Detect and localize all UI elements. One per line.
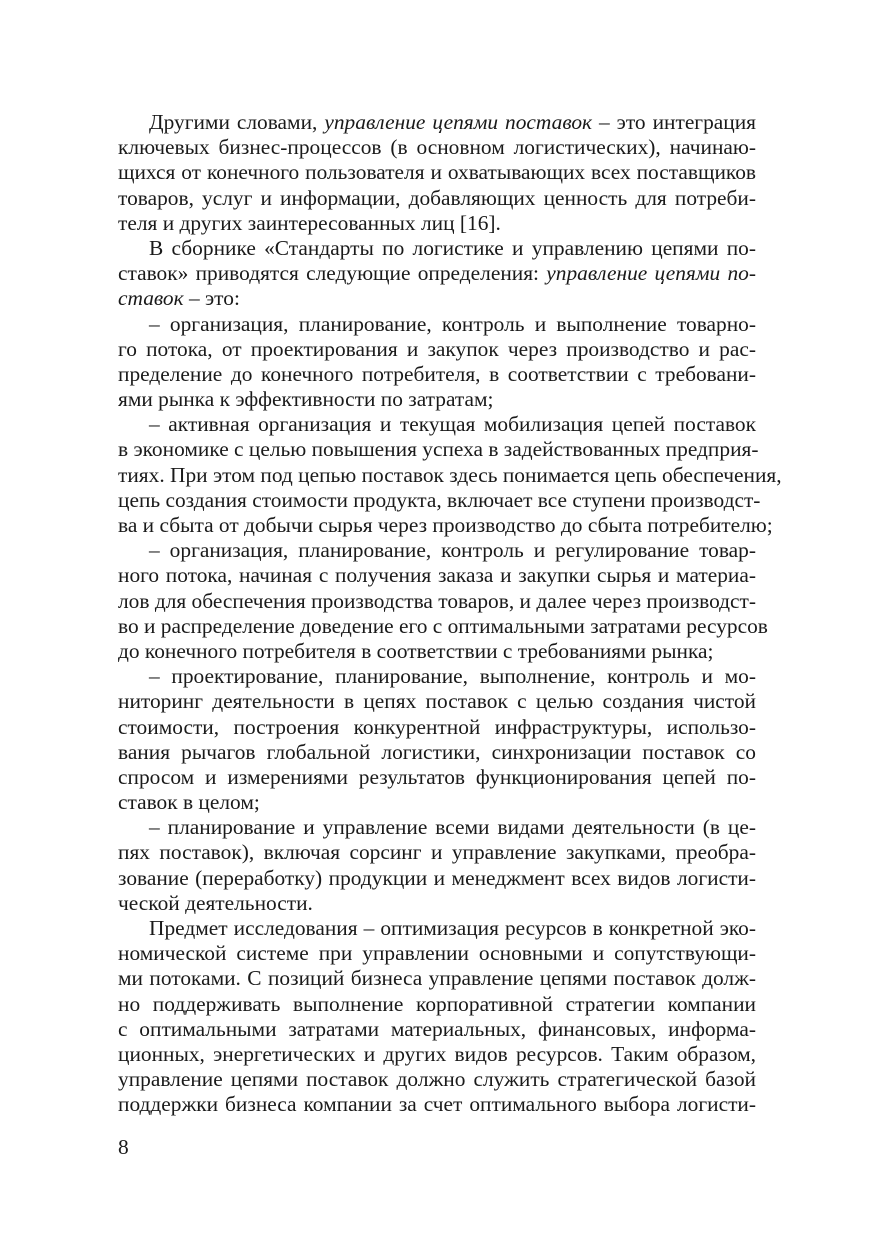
text-line xyxy=(118,286,756,311)
italic-term: управление цепями поставок xyxy=(324,110,593,134)
text-run: ями рынка к эффективности по затратам; xyxy=(118,387,494,412)
text-line xyxy=(118,362,756,387)
text-line xyxy=(118,966,756,991)
text-line xyxy=(118,312,756,337)
text-run: с оптимальными затратами материальных, финансовых, информа- xyxy=(118,1016,756,1041)
text-run: ва и сбыта от добычи сырья через производство до сбыта потребителю; xyxy=(118,513,773,537)
text-run: – это: xyxy=(183,286,240,311)
text-run: ставок» приводятся следующие определения: xyxy=(118,261,547,286)
text-run: – это интеграция xyxy=(592,110,757,134)
text-run: – организация, планирование, контроль и регулирование товар- xyxy=(149,538,756,563)
text-run: – проектирование, планирование, выполнение, контроль и мо- xyxy=(149,664,756,689)
text-run: Другими словами, xyxy=(149,110,325,134)
text-run: управление цепями поставок должно служить стратегической базой xyxy=(118,1067,756,1092)
text-run: ного потока, начиная с получения заказа и закупки сырья и материа- xyxy=(118,563,756,588)
italic-term: управление цепями по- xyxy=(546,261,756,286)
text-run: номической системе при управлении основными и сопутствующи- xyxy=(118,941,756,966)
text-run: тиях. При этом под цепью поставок здесь понимается цепь обеспечения, xyxy=(118,462,782,487)
text-run: во и распределение доведение его с оптимальными затратами ресурсов xyxy=(118,613,768,638)
text-run: вания рычагов глобальной логистики, синхронизации поставок со xyxy=(118,739,756,764)
text-run: ческой деятельности. xyxy=(118,890,313,915)
text-line xyxy=(118,664,756,689)
paragraph xyxy=(118,664,756,815)
text-run: но поддерживать выполнение корпоративной стратегии компании xyxy=(118,991,756,1016)
text-run: цепь создания стоимости продукта, включает все ступени производст- xyxy=(118,487,761,512)
text-line xyxy=(118,513,773,538)
text-line xyxy=(118,916,756,941)
text-line xyxy=(118,613,768,639)
paragraph xyxy=(118,236,756,312)
text-line xyxy=(118,1017,756,1042)
text-line xyxy=(118,186,756,211)
paragraph xyxy=(118,815,756,916)
text-line xyxy=(118,387,756,412)
text-run: лов для обеспечения производства товаров, и далее через производст- xyxy=(118,588,757,613)
text-run: ми потоками. С позиций бизнеса управление цепями поставок долж- xyxy=(118,966,756,991)
text-line xyxy=(118,110,756,135)
text-run: щихся от конечного пользователя и охватывающих всех поставщиков xyxy=(118,160,756,185)
text-line xyxy=(118,1092,756,1117)
paragraph xyxy=(118,538,768,664)
text-line xyxy=(118,135,756,160)
text-run: – организация, планирование, контроль и выполнение товарно- xyxy=(149,311,756,336)
text-line xyxy=(118,815,756,840)
text-run: – активная организация и текущая мобилизация цепей поставок xyxy=(149,412,756,437)
text-line xyxy=(118,160,756,185)
paragraph xyxy=(118,412,782,538)
text-run: Предмет исследования – оптимизация ресурсов в конкретной эко- xyxy=(149,916,756,940)
text-line xyxy=(118,840,756,865)
text-line xyxy=(118,639,756,664)
text-line xyxy=(118,765,756,790)
paragraph xyxy=(118,312,756,413)
paragraph xyxy=(118,916,756,1118)
text-line xyxy=(118,992,756,1017)
text-run: го потока, от проектирования и закупок через производство и рас- xyxy=(118,336,756,361)
text-run: ставок в целом; xyxy=(118,790,260,815)
text-line xyxy=(118,866,756,891)
text-line xyxy=(118,740,756,765)
text-run: ниторинг деятельности в цепях поставок с целью создания чистой xyxy=(118,689,756,714)
text-run: ционных, энергетических и других видов ресурсов. Таким образом, xyxy=(118,1041,756,1066)
italic-term: ставок xyxy=(118,286,184,311)
text-line xyxy=(118,538,756,563)
text-line xyxy=(118,790,756,815)
text-line xyxy=(118,563,756,588)
text-line xyxy=(118,1067,756,1092)
text-line xyxy=(118,412,756,437)
text-run: пях поставок), включая сорсинг и управление закупками, преобра- xyxy=(118,840,756,865)
text-run: поддержки бизнеса компании за счет оптимального выбора логисти- xyxy=(118,1092,756,1117)
text-line xyxy=(118,941,756,966)
text-line xyxy=(118,437,759,462)
page-body xyxy=(118,110,782,1118)
text-line xyxy=(118,211,756,236)
text-line xyxy=(118,891,756,916)
text-line xyxy=(118,487,761,513)
text-run: – планирование и управление всеми видами деятельности (в це- xyxy=(149,815,756,840)
text-run: теля и других заинтересованных лиц [16]. xyxy=(118,210,501,235)
text-run: В сборнике «Стандарты по логистике и управлению цепями по- xyxy=(149,235,756,260)
text-run: пределение до конечного потребителя, в соответствии с требовани- xyxy=(118,361,756,386)
text-run: товаров, услуг и информации, добавляющих ценность для потреби- xyxy=(118,185,756,210)
text-line xyxy=(118,1042,756,1067)
text-run: зование (переработку) продукции и менеджмент всех видов логисти- xyxy=(118,865,756,890)
text-line xyxy=(118,462,782,488)
text-line xyxy=(118,261,756,286)
text-line xyxy=(118,236,756,261)
text-run: стоимости, построения конкурентной инфраструктуры, использо- xyxy=(118,714,756,739)
text-run: в экономике с целью повышения успеха в задействованных предприя- xyxy=(118,437,759,462)
text-line xyxy=(118,689,756,714)
text-run: до конечного потребителя в соответствии с требованиями рынка; xyxy=(118,638,714,663)
page-number: 8 xyxy=(118,1135,129,1159)
text-line xyxy=(118,589,756,614)
text-run: ключевых бизнес-процессов (в основном логистических), начинаю- xyxy=(118,135,756,160)
text-line xyxy=(118,715,756,740)
text-line xyxy=(118,337,756,362)
text-run: спросом и измерениями результатов функционирования цепей по- xyxy=(118,764,756,789)
paragraph xyxy=(118,110,756,236)
